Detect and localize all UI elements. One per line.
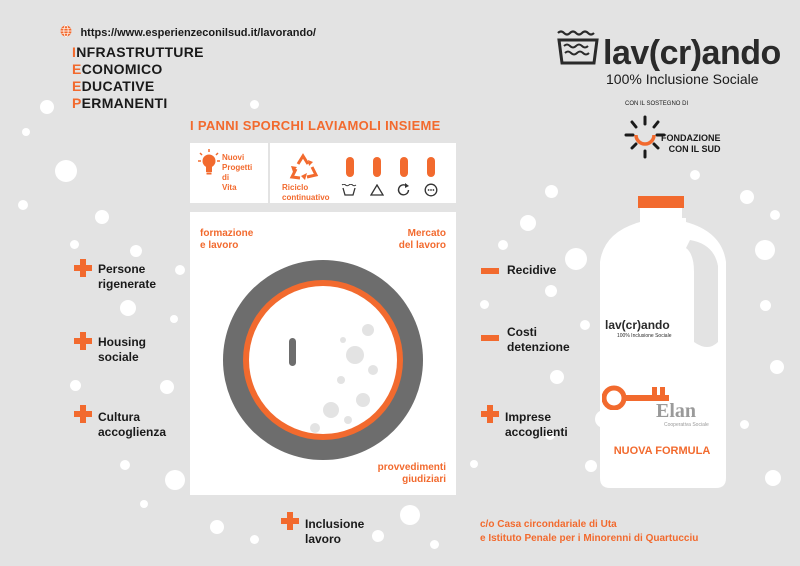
machine-label-top-left: formazione e lavoro bbox=[200, 228, 254, 251]
dial-slider[interactable] bbox=[400, 157, 408, 177]
left-item-housing: Housing sociale bbox=[98, 335, 146, 364]
website-link[interactable]: https://www.esperienzeconilsud.it/lavorando/ bbox=[80, 27, 316, 39]
brand-logo: lav(cr)ando bbox=[603, 34, 781, 72]
partner-sub: Cooperativa Sociale bbox=[664, 422, 709, 428]
machine-drum[interactable] bbox=[223, 260, 423, 460]
refresh-arrow-icon bbox=[397, 183, 411, 201]
acronym-line: PERMANENTI bbox=[72, 95, 168, 111]
left-item-persone: Persone rigenerate bbox=[98, 262, 157, 291]
panel-divider bbox=[268, 143, 270, 203]
acronym-line: ECONOMICO bbox=[72, 61, 163, 77]
foundation-name: FONDAZIONE CON IL SUD bbox=[661, 133, 721, 154]
plus-icon bbox=[74, 332, 92, 350]
dry-clean-icon bbox=[424, 183, 438, 202]
left-item-cultura: Cultura accoglienza bbox=[98, 410, 167, 439]
right-item-recidive: Recidive bbox=[507, 263, 557, 277]
right-item-imprese: Imprese accoglienti bbox=[505, 410, 568, 439]
sun-logo-icon bbox=[624, 115, 666, 164]
bottle-logo-sub: 100% Inclusione Sociale bbox=[617, 333, 672, 339]
brand-tagline: 100% Inclusione Sociale bbox=[606, 71, 759, 87]
globe-icon bbox=[60, 24, 72, 42]
support-label: CON IL SOSTEGNO DI bbox=[625, 101, 689, 107]
plus-icon bbox=[481, 405, 499, 423]
bottom-item-inclusione: Inclusione lavoro bbox=[305, 517, 365, 546]
right-item-costi: Costi detenzione bbox=[507, 325, 570, 354]
wash-basin-icon bbox=[341, 183, 357, 201]
slogan: I PANNI SPORCHI LAVIAMOLI INSIEME bbox=[190, 118, 441, 133]
control-panel bbox=[190, 143, 456, 203]
washing-machine bbox=[190, 212, 456, 495]
dial-slider[interactable] bbox=[373, 157, 381, 177]
machine-label-top-right: Mercato del lavoro bbox=[398, 228, 446, 251]
plus-icon bbox=[74, 405, 92, 423]
dial-slider[interactable] bbox=[427, 157, 435, 177]
formula-label: NUOVA FORMULA bbox=[613, 445, 711, 457]
minus-icon bbox=[481, 335, 499, 341]
bleach-triangle-icon bbox=[370, 183, 384, 201]
url-line bbox=[60, 24, 316, 42]
washtub-icon bbox=[556, 30, 600, 71]
minus-icon bbox=[481, 268, 499, 274]
bottle-logo: lav(cr)ando bbox=[605, 318, 670, 332]
lightbulb-icon bbox=[198, 149, 220, 180]
plus-icon bbox=[281, 512, 299, 530]
plus-icon bbox=[74, 259, 92, 277]
acronym-line: EDUCATIVE bbox=[72, 78, 155, 94]
machine-label-bottom-right: provvedimenti giudiziari bbox=[377, 462, 446, 485]
acronym-block bbox=[72, 44, 204, 112]
dial-slider[interactable] bbox=[346, 157, 354, 177]
projects-label: Nuovi Progetti di Vita bbox=[222, 153, 253, 192]
acronym-line: INFRASTRUTTURE bbox=[72, 44, 204, 60]
partner-logo: Elan bbox=[656, 400, 697, 422]
address-block: c/o Casa circondariale di Uta e Istituto Penale per i Minorenni di Quartucciu bbox=[480, 519, 699, 544]
recycle-label: Riciclo continuativo bbox=[282, 183, 330, 202]
